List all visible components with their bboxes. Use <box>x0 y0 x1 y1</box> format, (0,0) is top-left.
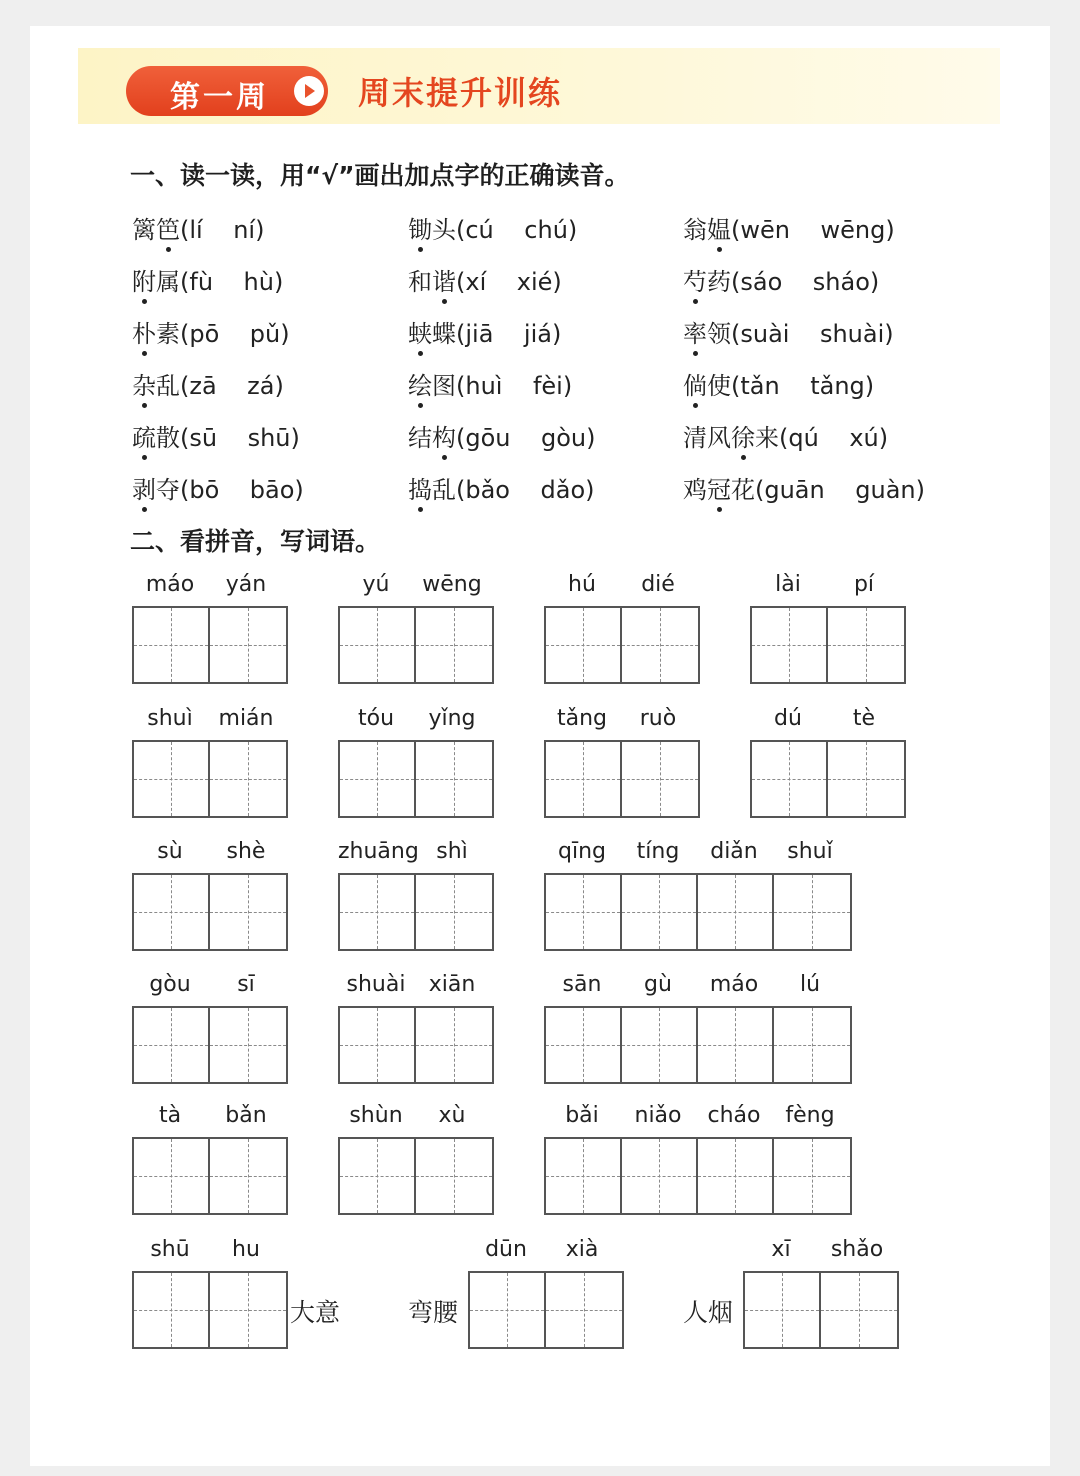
dotted-character: 绘 <box>408 366 432 401</box>
tianzige-cell[interactable] <box>828 608 904 682</box>
pinyin-label: tǎng <box>556 706 607 731</box>
reading-item <box>132 314 290 349</box>
tianzige-cell[interactable] <box>622 1008 698 1082</box>
word-character: 图 <box>432 372 456 400</box>
word-character: 篱 <box>132 216 156 244</box>
word-character: 属 <box>156 268 180 296</box>
play-arrow-icon <box>294 76 324 106</box>
reading-item <box>408 366 572 401</box>
pinyin-label: gòu <box>149 972 191 997</box>
pinyin-label: máo <box>709 972 759 997</box>
tianzige-cell[interactable] <box>546 875 622 949</box>
writing-grid[interactable] <box>132 1006 288 1084</box>
tianzige-cell[interactable] <box>546 608 622 682</box>
pinyin-label: yǐng <box>428 706 476 731</box>
tianzige-cell[interactable] <box>546 1139 622 1213</box>
word-character: 来 <box>755 424 779 452</box>
word-character: 散 <box>156 424 180 452</box>
writing-grid[interactable] <box>132 1137 288 1215</box>
writing-grid[interactable] <box>750 606 906 684</box>
pinyin-label: yán <box>225 572 267 597</box>
pinyin-options: (sáo sháo) <box>731 268 880 296</box>
tianzige-cell[interactable] <box>745 1273 821 1347</box>
pinyin-label: yú <box>362 572 390 597</box>
writing-grid[interactable] <box>743 1271 899 1349</box>
tianzige-cell[interactable] <box>622 875 698 949</box>
tianzige-cell[interactable] <box>752 608 828 682</box>
pinyin-options: (wēn wēng) <box>731 216 895 244</box>
pinyin-label: gù <box>644 972 672 997</box>
tianzige-cell[interactable] <box>416 742 492 816</box>
pinyin-label: shùn <box>349 1103 403 1128</box>
pinyin-label: mián <box>218 706 274 731</box>
tianzige-cell[interactable] <box>546 1008 622 1082</box>
tianzige-cell[interactable] <box>546 1273 622 1347</box>
pinyin-options: (lí ní) <box>180 216 265 244</box>
tianzige-cell[interactable] <box>416 608 492 682</box>
pinyin-label: lài <box>775 572 801 597</box>
pinyin-label: shuǐ <box>787 839 833 864</box>
writing-grid[interactable] <box>338 873 494 951</box>
pinyin-label: shǎo <box>830 1237 884 1262</box>
dotted-character: 徐 <box>731 418 755 453</box>
tianzige-cell[interactable] <box>134 875 210 949</box>
reading-item <box>132 418 300 453</box>
tianzige-cell[interactable] <box>210 608 286 682</box>
word-character: 结 <box>408 424 432 452</box>
pinyin-options: (gōu gòu) <box>456 424 596 452</box>
tianzige-cell[interactable] <box>340 875 416 949</box>
pinyin-options: (jiā jiá) <box>456 320 562 348</box>
dotted-character: 捣 <box>408 470 432 505</box>
tianzige-cell[interactable] <box>698 1008 774 1082</box>
pinyin-label: shuài <box>346 972 406 997</box>
dotted-character: 冠 <box>707 470 731 505</box>
pinyin-options: (qú xú) <box>779 424 889 452</box>
tianzige-cell[interactable] <box>752 742 828 816</box>
writing-grid[interactable] <box>338 1006 494 1084</box>
tianzige-cell[interactable] <box>622 1139 698 1213</box>
pinyin-label: máo <box>145 572 195 597</box>
writing-grid[interactable] <box>338 606 494 684</box>
pinyin-label: tíng <box>636 839 680 864</box>
pinyin-label: sān <box>562 972 602 997</box>
tianzige-cell[interactable] <box>210 875 286 949</box>
writing-grid[interactable] <box>132 873 288 951</box>
pinyin-label: xià <box>565 1237 599 1262</box>
dotted-character: 朴 <box>132 314 156 349</box>
tianzige-cell[interactable] <box>416 1139 492 1213</box>
reading-item <box>408 262 562 297</box>
pinyin-label: xī <box>771 1237 791 1262</box>
writing-grid[interactable] <box>544 740 700 818</box>
tianzige-cell[interactable] <box>210 1008 286 1082</box>
reading-item <box>132 366 284 401</box>
worksheet-title: 周末提升训练 <box>358 74 563 112</box>
writing-grid[interactable] <box>338 740 494 818</box>
reading-item <box>683 366 874 401</box>
tianzige-cell[interactable] <box>210 1139 286 1213</box>
tianzige-cell[interactable] <box>134 608 210 682</box>
section2-title: 二、看拼音，写词语。 <box>130 527 381 556</box>
pinyin-label: xù <box>438 1103 466 1128</box>
tianzige-cell[interactable] <box>134 1139 210 1213</box>
section1-title: 一、读一读，用“√”画出加点字的正确读音。 <box>130 161 630 190</box>
dotted-character: 附 <box>132 262 156 297</box>
pinyin-label: dié <box>641 572 675 597</box>
pinyin-label: bǎn <box>225 1103 267 1128</box>
word-character: 药 <box>707 268 731 296</box>
pinyin-options: (xí xié) <box>456 268 562 296</box>
word-character: 蝶 <box>432 320 456 348</box>
tianzige-cell[interactable] <box>340 1008 416 1082</box>
tianzige-cell[interactable] <box>774 1139 850 1213</box>
word-character: 使 <box>707 372 731 400</box>
word-character: 素 <box>156 320 180 348</box>
writing-grid[interactable] <box>544 873 852 951</box>
word-character: 领 <box>707 320 731 348</box>
tianzige-cell[interactable] <box>546 742 622 816</box>
tianzige-cell[interactable] <box>340 1139 416 1213</box>
pinyin-label: pí <box>853 572 875 597</box>
tianzige-cell[interactable] <box>416 875 492 949</box>
pinyin-options: (guān guàn) <box>755 476 925 504</box>
reading-item <box>683 262 879 297</box>
word-suffix: 大意 <box>290 1298 341 1327</box>
pinyin-label: tà <box>158 1103 182 1128</box>
word-character: 和 <box>408 268 432 296</box>
tianzige-cell[interactable] <box>340 742 416 816</box>
tianzige-cell[interactable] <box>622 742 698 816</box>
tianzige-cell[interactable] <box>210 742 286 816</box>
tianzige-cell[interactable] <box>774 1008 850 1082</box>
word-character: 头 <box>432 216 456 244</box>
pinyin-options: (huì fèi) <box>456 372 573 400</box>
pinyin-label: tè <box>852 706 876 731</box>
reading-item <box>132 210 264 245</box>
dotted-character: 谐 <box>432 262 456 297</box>
writing-grid[interactable] <box>544 606 700 684</box>
reading-item <box>683 418 888 453</box>
dotted-character: 杂 <box>132 366 156 401</box>
tianzige-cell[interactable] <box>134 1273 210 1347</box>
dotted-character: 疏 <box>132 418 156 453</box>
word-prefix: 弯腰 <box>408 1298 459 1327</box>
pinyin-label: lú <box>799 972 821 997</box>
tianzige-cell[interactable] <box>698 1139 774 1213</box>
dotted-character: 剥 <box>132 470 156 505</box>
reading-item <box>683 210 895 245</box>
dotted-character: 蛱 <box>408 314 432 349</box>
reading-item <box>408 470 595 505</box>
word-character: 乱 <box>432 476 456 504</box>
writing-grid[interactable] <box>132 1271 288 1349</box>
tianzige-cell[interactable] <box>134 742 210 816</box>
pinyin-options: (suài shuài) <box>731 320 894 348</box>
reading-item <box>408 314 561 349</box>
dotted-character: 媪 <box>707 210 731 245</box>
tianzige-cell[interactable] <box>828 742 904 816</box>
writing-grid[interactable] <box>468 1271 624 1349</box>
pinyin-label: bǎi <box>565 1103 599 1128</box>
pinyin-label: niǎo <box>634 1103 682 1128</box>
dotted-character: 笆 <box>156 210 180 245</box>
pinyin-label: shū <box>150 1237 190 1262</box>
word-character: 乱 <box>156 372 180 400</box>
pinyin-label: hú <box>568 572 596 597</box>
reading-item <box>408 418 596 453</box>
pinyin-label: shì <box>436 839 468 864</box>
tianzige-cell[interactable] <box>821 1273 897 1347</box>
writing-grid[interactable] <box>750 740 906 818</box>
pinyin-options: (tǎn tǎng) <box>731 372 875 400</box>
reading-item <box>132 470 304 505</box>
pinyin-label: sī <box>237 972 255 997</box>
tianzige-cell[interactable] <box>622 608 698 682</box>
dotted-character: 构 <box>432 418 456 453</box>
dotted-character: 芍 <box>683 262 707 297</box>
pinyin-label: wēng <box>422 572 482 597</box>
dotted-character: 倘 <box>683 366 707 401</box>
pinyin-label: diǎn <box>710 839 758 864</box>
word-character: 花 <box>731 476 755 504</box>
pinyin-label: shè <box>226 839 266 864</box>
tianzige-cell[interactable] <box>340 608 416 682</box>
pinyin-options: (bǎo dǎo) <box>456 476 595 504</box>
word-character: 夺 <box>156 476 180 504</box>
tianzige-cell[interactable] <box>134 1008 210 1082</box>
pinyin-label: sù <box>157 839 183 864</box>
writing-grid[interactable] <box>544 1137 852 1215</box>
tianzige-cell[interactable] <box>416 1008 492 1082</box>
writing-grid[interactable] <box>544 1006 852 1084</box>
reading-item <box>408 210 577 245</box>
word-character: 清 <box>683 424 707 452</box>
word-character: 翁 <box>683 216 707 244</box>
pinyin-label: dú <box>774 706 802 731</box>
pinyin-options: (bō bāo) <box>180 476 304 504</box>
pinyin-options: (zā zá) <box>180 372 284 400</box>
pinyin-label: zhuāng <box>338 839 419 864</box>
pinyin-label: dūn <box>485 1237 527 1262</box>
tianzige-cell[interactable] <box>210 1273 286 1347</box>
pinyin-label: xiān <box>428 972 476 997</box>
tianzige-cell[interactable] <box>470 1273 546 1347</box>
pinyin-label: qīng <box>558 839 606 864</box>
pinyin-options: (cú chú) <box>456 216 578 244</box>
pinyin-label: ruò <box>639 706 677 731</box>
dotted-character: 率 <box>683 314 707 349</box>
pinyin-label: fèng <box>785 1103 835 1128</box>
week-label: 第一周 <box>170 80 269 115</box>
word-character: 风 <box>707 424 731 452</box>
pinyin-options: (pō pǔ) <box>180 320 290 348</box>
pinyin-label: shuì <box>147 706 193 731</box>
dotted-character: 锄 <box>408 210 432 245</box>
writing-grid[interactable] <box>132 606 288 684</box>
word-prefix: 人烟 <box>683 1298 734 1327</box>
reading-item <box>132 262 283 297</box>
pinyin-options: (fù hù) <box>180 268 284 296</box>
writing-grid[interactable] <box>132 740 288 818</box>
word-character: 鸡 <box>683 476 707 504</box>
reading-item <box>683 314 894 349</box>
writing-grid[interactable] <box>338 1137 494 1215</box>
pinyin-label: tóu <box>357 706 395 731</box>
tianzige-cell[interactable] <box>698 875 774 949</box>
reading-item <box>683 470 925 505</box>
pinyin-label: cháo <box>707 1103 761 1128</box>
tianzige-cell[interactable] <box>774 875 850 949</box>
pinyin-label: hu <box>232 1237 260 1262</box>
pinyin-options: (sū shū) <box>180 424 300 452</box>
